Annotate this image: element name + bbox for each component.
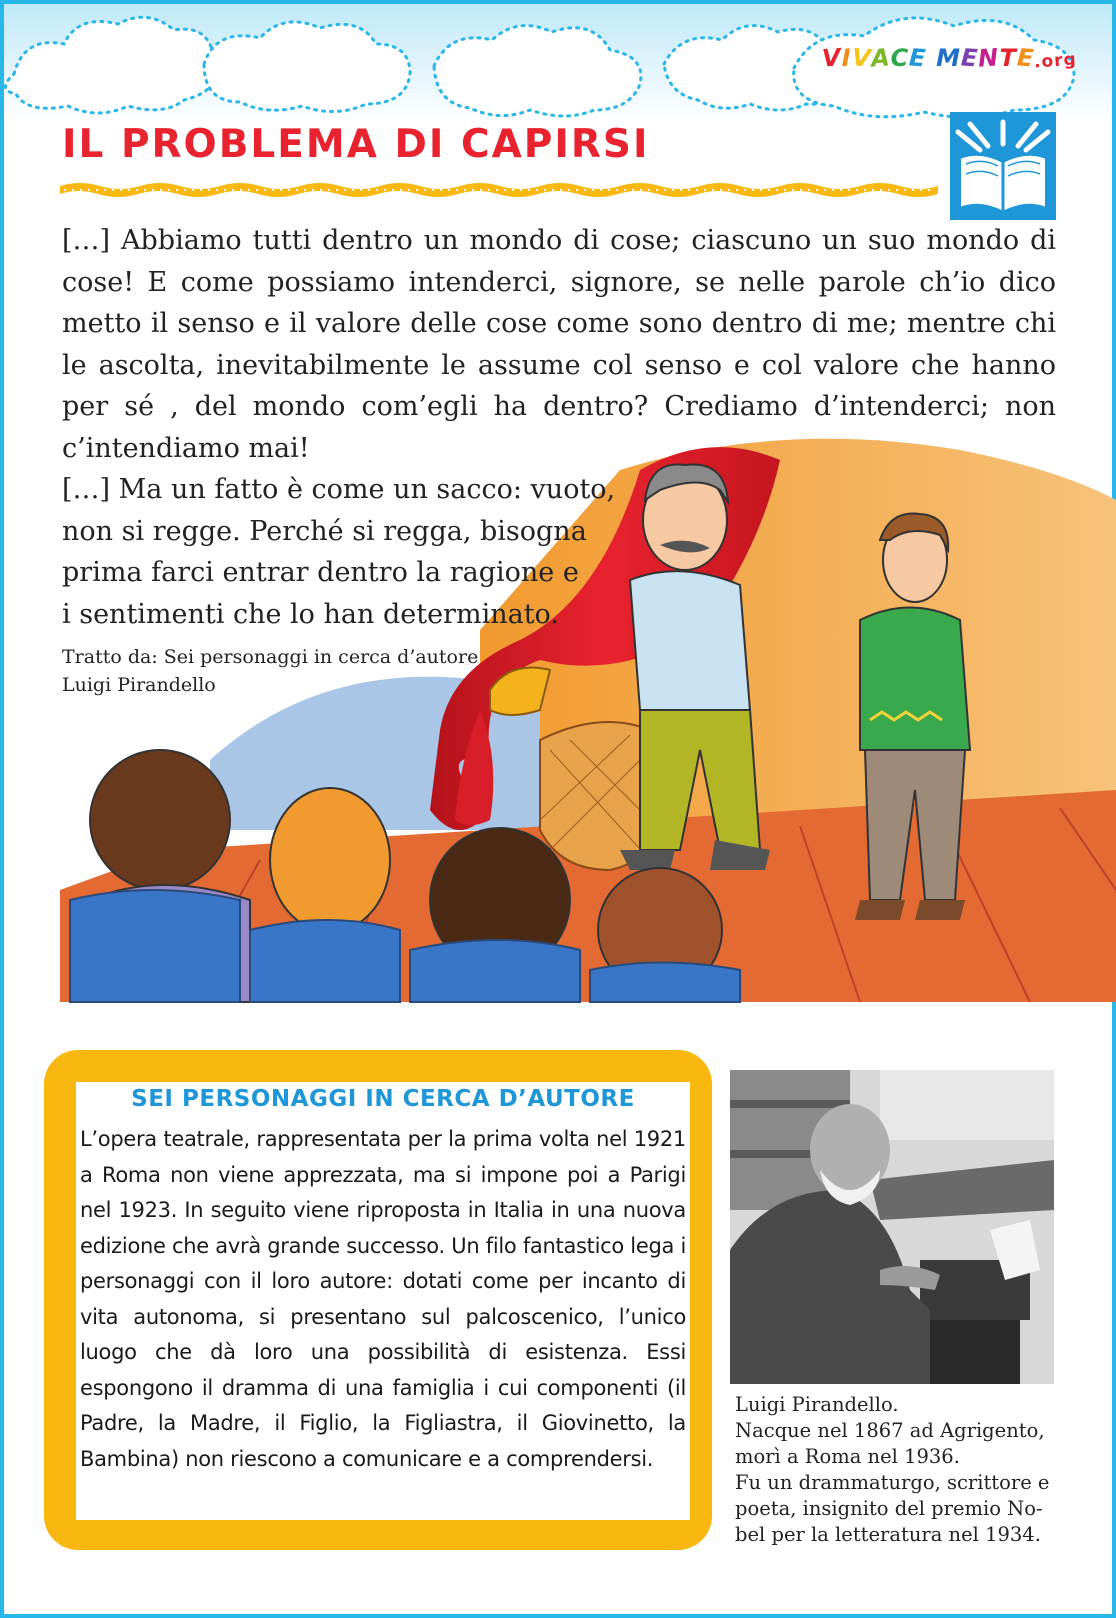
info-box-text: L’opera teatrale, rappresentata per la prima volta nel 1921 a Roma non viene apprezzata, ma si impone poi a Parigi nel 1923. In seguito viene riproposta in Italia in una nuova edizione che avrà grande successo. Un filo fantastico lega i personaggi con il loro autore: dotati come per incanto di vita autonoma, si presentano sul palcoscenico, l’unico luogo che dà loro una possibilità di esistenza. Essi espongono il dramma di una famiglia i cui componenti (il Padre, la Madre, il Figlio, la Figliastra, il Giovinetto, la Bambina) non riescono a comunicare e a comprendersi. (80, 1127, 686, 1471)
title-underline-decoration (60, 180, 938, 200)
caption-line: Fu un drammaturgo, scrittore e (735, 1471, 1050, 1494)
logo-letter: I (841, 44, 852, 72)
source-citation (62, 643, 478, 699)
info-box-title: SEI PERSONAGGI IN CERCA D’AUTORE (131, 1086, 635, 1112)
logo-letter: T (999, 44, 1017, 72)
logo-letter: N (977, 43, 1001, 73)
source-title: Tratto da: Sei personaggi in cerca d’autore (62, 646, 479, 668)
logo-letter: E (959, 43, 980, 73)
passage-paragraph-1: […] Abbiamo tutti dentro un mondo di cose; ciascuno un suo mondo di cose! E come possiamo intenderci, signore, se nelle parole ch’io dico metto il senso e il valore delle cose come sono dentro di me; mentre chi le ascolta, inevitabilmente le assume col senso e col valore che hanno per sé , del mondo com’egli ha dentro? Crediamo d’intenderci; non c’intendiamo mai! (62, 225, 1056, 464)
passage-paragraph-2 (62, 469, 682, 635)
logo-letter: M (936, 44, 961, 72)
logo-letter: C (890, 44, 910, 72)
caption-line: Luigi Pirandello. (735, 1393, 899, 1416)
caption-line: bel per la letteratura nel 1934. (735, 1523, 1041, 1546)
caption-line: Nacque nel 1867 ad Agrigento, (735, 1419, 1045, 1442)
page-title: IL PROBLEMA DI CAPIRSI (62, 122, 650, 167)
passage-line: i sentimenti che lo han determinato. (62, 598, 559, 630)
source-author: Luigi Pirandello (62, 674, 216, 696)
vivacemente-logo[interactable] (822, 44, 1077, 72)
photo-caption (735, 1392, 1065, 1548)
logo-letter: A (870, 43, 892, 73)
passage-line: non si regge. Perché si regga, bisogna (62, 515, 587, 547)
logo-letter: .org (1033, 49, 1078, 73)
caption-line: poeta, insignito del premio No- (735, 1497, 1043, 1520)
passage-line: prima farci entrar dentro la ragione e (62, 557, 579, 588)
logo-letter: E (1015, 43, 1036, 73)
caption-line: morì a Roma nel 1936. (735, 1445, 960, 1468)
pirandello-photo (730, 1070, 1054, 1384)
passage-line: […] Ma un fatto è come un sacco: vuoto, (62, 474, 616, 505)
logo-letter: E (908, 43, 928, 73)
logo-letter: V (821, 43, 843, 73)
open-book-icon (950, 112, 1056, 220)
logo-letter: V (850, 43, 873, 73)
